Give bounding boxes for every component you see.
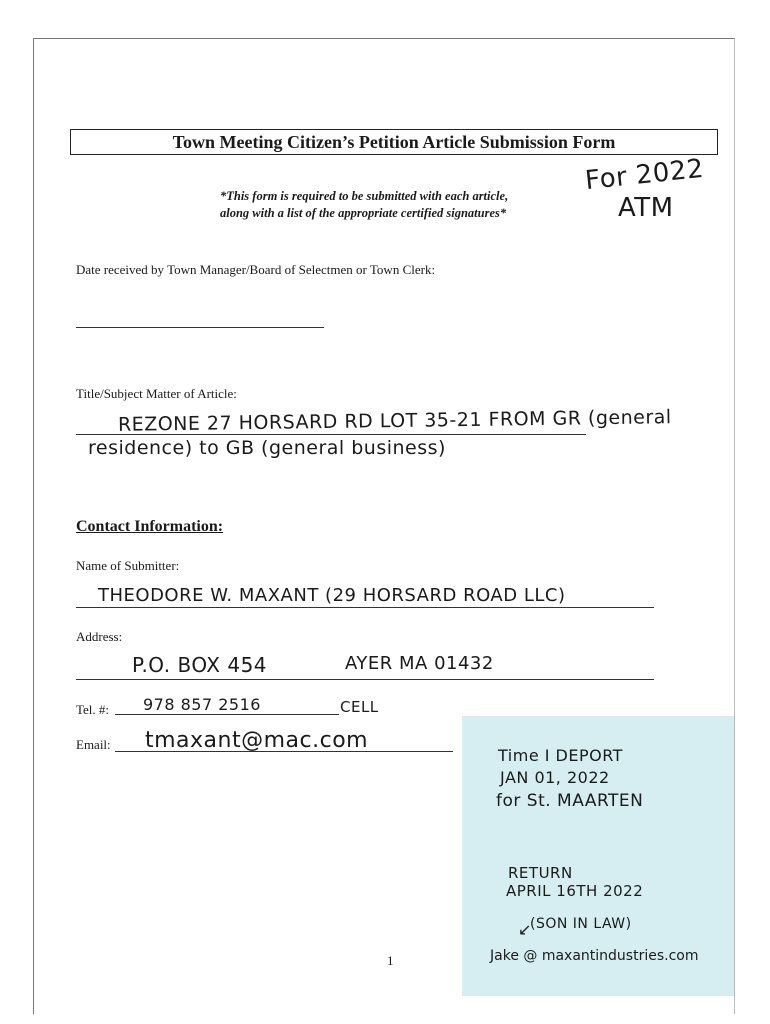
sticky-line-3: for St. MAARTEN <box>496 791 644 811</box>
submitter-label: Name of Submitter: <box>76 558 180 573</box>
sticky-arrow-icon: ↙ <box>518 920 532 939</box>
article-line-1-rule <box>76 434 586 435</box>
date-received-line <box>76 327 324 328</box>
email-value: tmaxant@mac.com <box>145 728 369 753</box>
address-label: Address: <box>76 629 123 644</box>
date-received-label: Date received by Town Manager/Board of Selectmen or Town Clerk: <box>76 262 436 277</box>
tel-type: CELL <box>340 698 379 716</box>
instruction-line-2: along with a list of the appropriate certified signatures* <box>220 206 507 220</box>
handwritten-year: For 2022 <box>583 153 706 197</box>
tel-value: 978 857 2516 <box>143 695 261 714</box>
title-subject-label: Title/Subject Matter of Article: <box>76 386 237 401</box>
address-line <box>76 679 654 680</box>
page-number: 1 <box>387 953 394 968</box>
form-instructions <box>220 188 508 222</box>
email-label: Email: <box>76 737 111 752</box>
sticky-line-4: RETURN <box>508 864 573 882</box>
handwritten-atm: ATM <box>618 193 674 223</box>
submitter-value: THEODORE W. MAXANT (29 HORSARD ROAD LLC) <box>98 585 566 606</box>
sticky-note <box>462 716 734 996</box>
sticky-line-2: JAN 01, 2022 <box>500 768 610 787</box>
instruction-line-1: *This form is required to be submitted with each article, <box>220 189 509 203</box>
tel-line <box>115 714 339 715</box>
sticky-line-5: APRIL 16TH 2022 <box>506 882 644 900</box>
form-title: Town Meeting Citizen’s Petition Article Submission Form <box>70 129 718 155</box>
article-text-line-1: REZONE 27 HORSARD RD LOT 35-21 FROM GR (general <box>117 406 672 436</box>
sticky-line-7: Jake @ maxantindustries.com <box>490 948 699 964</box>
address-city-state-zip: AYER MA 01432 <box>345 653 494 674</box>
email-line <box>115 751 453 752</box>
contact-heading: Contact Information: <box>76 518 224 535</box>
tel-label: Tel. #: <box>76 702 110 717</box>
article-text-line-2: residence) to GB (general business) <box>88 437 446 459</box>
submitter-line <box>76 607 654 608</box>
sticky-line-6: (SON IN LAW) <box>530 916 632 932</box>
address-po-box: P.O. BOX 454 <box>132 653 268 677</box>
sticky-line-1: Time I DEPORT <box>498 746 623 765</box>
